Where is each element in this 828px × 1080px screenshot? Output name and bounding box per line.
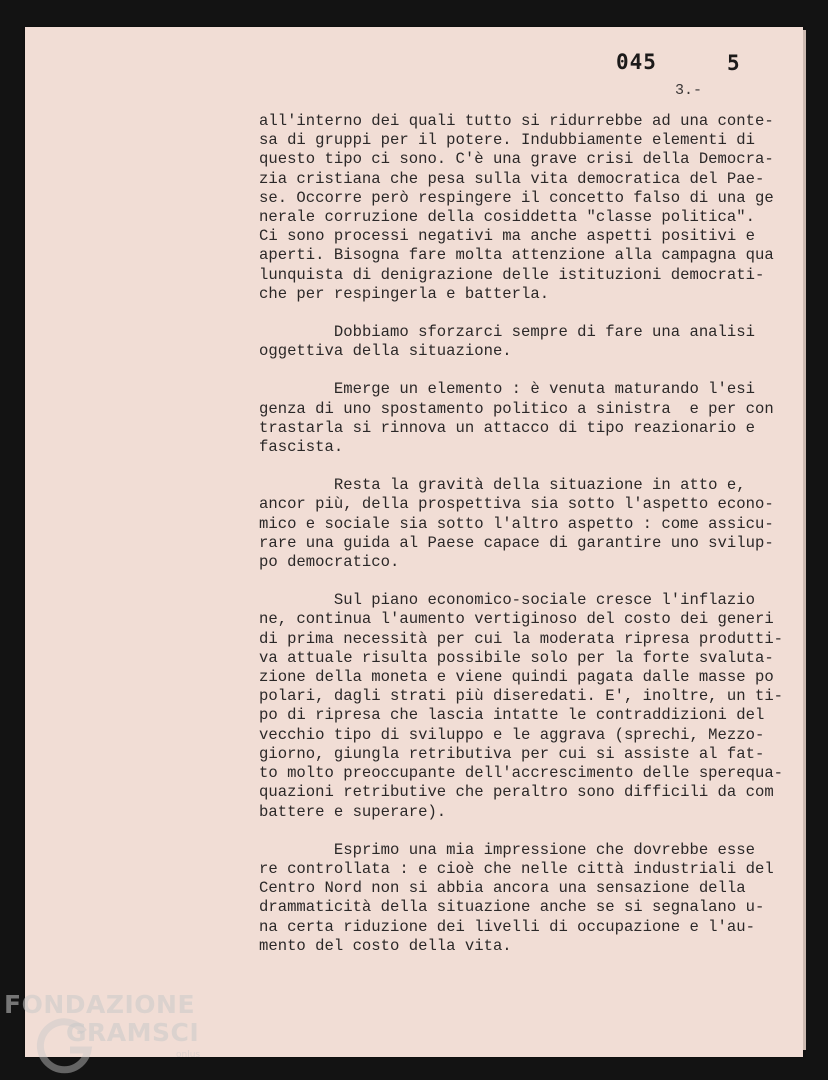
paragraph-6: Esprimo una mia impressione che dovrebbe esse re controllata : e cioè che nelle città industriali del Centro Nord non si abbia ancora una sensazione della drammaticità della situazione anche se si segnalano u- na certa riduzione dei livelli di occupazione e l'au- mento del costo della vita. (259, 840, 774, 955)
page-number: 3.- (675, 82, 703, 99)
typewritten-text (259, 112, 789, 975)
paragraph-5: Sul piano economico-sociale cresce l'inflazio ne, continua l'aumento vertiginoso del costo dei generi di prima necessità per cui la moderata ripresa produtti- va attuale risulta possibile solo per la forte svaluta- zione della moneta e viene quindi pagata dalle masse po polari, dagli strati più diseredati. E', inoltre, un ti- po di ripresa che lascia intatte le contraddizioni del vecchio tipo di sviluppo e le aggrava (sprechi, Mezzo- giorno, giungla retributiva per cui si assiste al fat- to molto preoccupante dell'accrescimento delle sperequa- quazioni retributive che peraltro sono difficili da com battere e superare). (259, 591, 784, 821)
archive-number: 045 (616, 50, 657, 74)
paragraph-4: Resta la gravità della situazione in atto e, ancor più, della prospettiva sia sotto l'aspetto econo- mico e sociale sia sotto l'altro aspetto : come assicu- rare una guida al Paese capace di garantire uno svilup- po democratico. (259, 476, 774, 572)
watermark-line-gramsci: GRAMSCI (66, 1018, 200, 1047)
watermark-line-onlus: onlus (176, 1050, 201, 1060)
folio-number: 5 (727, 51, 740, 75)
watermark-line-fondazione: FONDAZIONE (4, 990, 196, 1019)
paragraph-1: all'interno dei quali tutto si ridurrebbe ad una conte- sa di gruppi per il potere. Indubbiamente elementi di questo tipo ci sono. C'è una grave crisi della Democra- zia cristiana che pesa sulla vita democratica del Pae- se. Occorre però respingere il concetto falso di una ge nerale corruzione della cosiddetta "classe politica". Ci sono processi negativi ma anche aspetti positivi e aperti. Bisogna fare molta attenzione alla campagna qua lunquista di denigrazione delle istituzioni democrati- che per respingerla e batterla. (259, 112, 774, 303)
fondazione-gramsci-watermark (4, 990, 214, 1075)
paragraph-3: Emerge un elemento : è venuta maturando l'esi genza di uno spostamento politico a sinistra e per con trastarla si rinnova un attacco di tipo reazionario e fascista. (259, 380, 774, 457)
page-edge (803, 30, 806, 1050)
paragraph-2: Dobbiamo sforzarci sempre di fare una analisi oggettiva della situazione. (259, 323, 755, 361)
